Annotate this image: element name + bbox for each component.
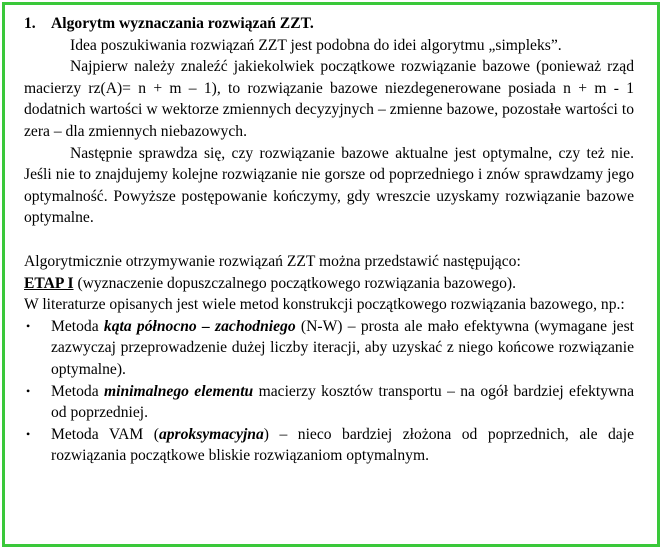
stage-label: ETAP I xyxy=(24,274,74,292)
paragraph-methods-intro: W literaturze opisanych jest wiele metod konstrukcji początkowego rozwiązania bazowego, np.: xyxy=(24,296,625,314)
section-title: Algorytm wyznaczania rozwiązań ZZT. xyxy=(51,15,314,32)
list-item xyxy=(24,316,634,381)
list-item xyxy=(24,424,634,467)
method-name: kąta północno – zachodniego xyxy=(103,317,296,335)
method-name: minimalnego elementu xyxy=(104,382,254,400)
paragraph-spacer xyxy=(24,229,634,251)
list-item xyxy=(24,381,634,424)
method-prefix: Metoda VAM ( xyxy=(51,425,159,443)
document-frame xyxy=(2,2,660,547)
bullet-marker: • xyxy=(26,426,31,441)
stage-heading xyxy=(24,273,634,295)
stage-description: (wyznaczenie dopuszczalnego początkowego rozwiązania bazowego). xyxy=(73,274,517,292)
paragraph-optimality-check: Następnie sprawdza się, czy rozwiązanie bazowe aktualne jest optymalne, czy też nie. Jeśli nie to znajdujemy kolejne rozwiązanie nie gorsze od poprzedniego i znów sprawdzamy jego optymalność. Powyższe postępowanie kończymy, gdy wreszcie uzyskamy rozwiązanie bazowe optymalne. xyxy=(24,144,634,227)
method-description: ) – nieco bardziej złożona od poprzednich, ale daje rozwiązania początkowe bliskie rozwiązaniom optymalnym. xyxy=(51,425,634,465)
bullet-marker: • xyxy=(26,318,31,333)
bullet-marker: • xyxy=(26,383,31,398)
method-prefix: Metoda xyxy=(51,382,105,400)
method-description: (N-W) – prosta ale mało efektywna (wymagane jest zazwyczaj przeprowadzenie dużej liczby iteracji, aby uzyskać z niego końcowe rozwiązanie optymalne). xyxy=(51,317,635,378)
method-description: macierzy kosztów transportu – na ogół bardziej efektywna od poprzedniej. xyxy=(51,382,634,422)
paragraph-algorithm-intro: Algorytmicznie otrzymywanie rozwiązań ZZT można przedstawić następująco: xyxy=(24,252,521,270)
section-number: 1. xyxy=(24,15,36,32)
document-body xyxy=(24,13,634,467)
methods-list xyxy=(24,316,634,467)
paragraph-intro: Idea poszukiwania rozwiązań ZZT jest podobna do idei algorytmu „simpleks”. xyxy=(70,36,562,54)
paragraph-initial-solution: Najpierw należy znaleźć jakiekolwiek początkowe rozwiązanie bazowe (ponieważ rząd macierzy rz(A)= n + m – 1), to rozwiązanie bazowe niezdegenerowane posiada n + m - 1 dodatnich wartości w wektorze zmiennych decyzyjnych – zmienne bazowe, pozostałe wartości to zera – dla zmiennych niebazowych. xyxy=(24,58,634,140)
section-heading xyxy=(24,13,634,35)
method-name: aproksymacyjna xyxy=(158,425,264,443)
method-prefix: Metoda xyxy=(51,317,104,335)
